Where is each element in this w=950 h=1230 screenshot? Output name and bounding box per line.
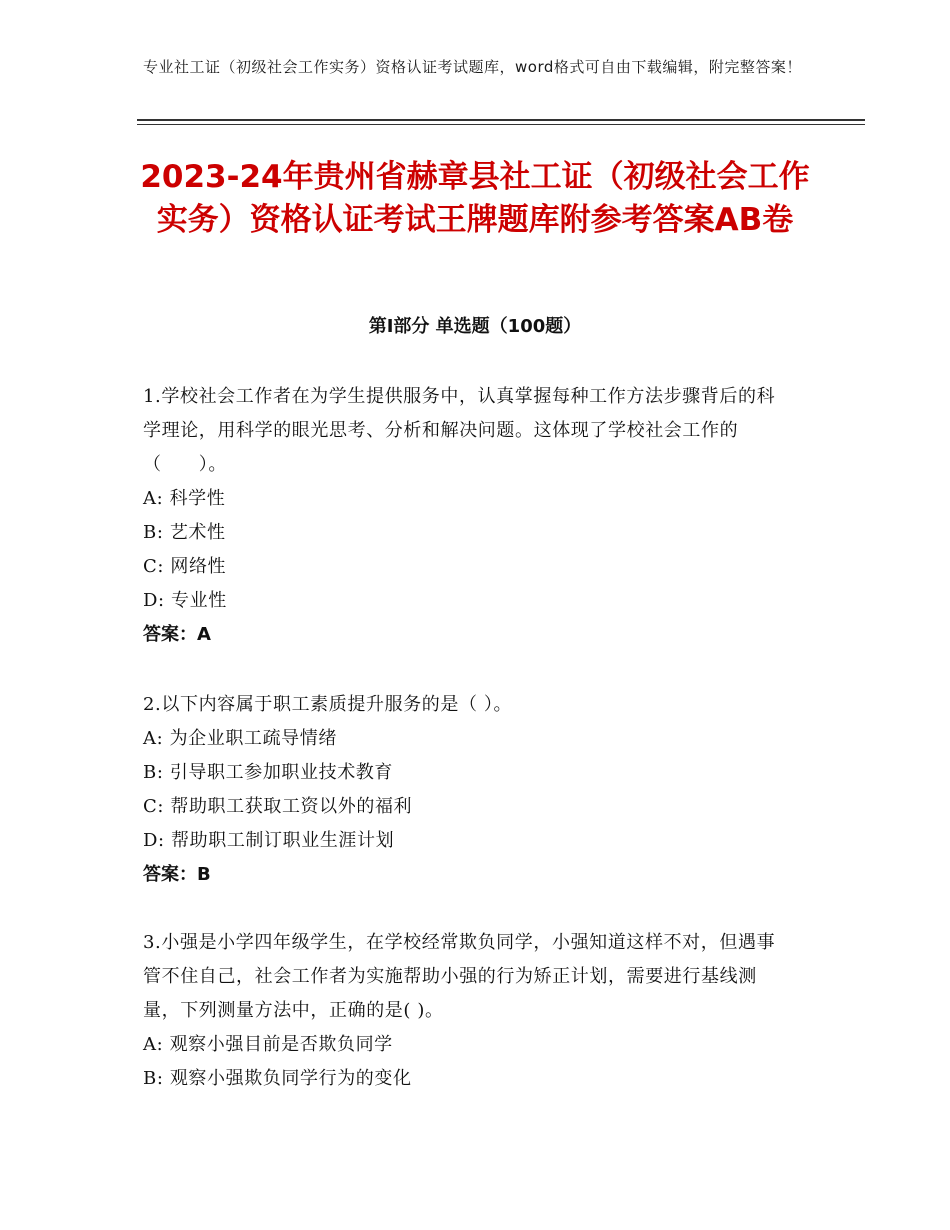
question-stem: 3.小强是小学四年级学生，在学校经常欺负同学，小强知道这样不对，但遇事管不住自己，社会工作者为实施帮助小强的行为矫正计划，需要进行基线测量，下列测量方法中，正确的是( )。 xyxy=(143,932,776,1021)
option-b: B: 艺术性 xyxy=(143,522,226,543)
answer: 答案：A xyxy=(143,624,211,645)
option-a: A: 为企业职工疏导情绪 xyxy=(143,728,337,749)
answer: 答案：B xyxy=(143,864,211,885)
section-heading: 第I部分 单选题（100题） xyxy=(368,316,582,337)
option-c: C: 网络性 xyxy=(143,556,227,577)
header-divider xyxy=(137,119,865,121)
page-title: 2023-24年贵州省赫章县社工证（初级社会工作实务）资格认证考试王牌题库附参考答案AB卷 xyxy=(140,159,810,238)
header-divider-thin xyxy=(137,124,865,125)
question-3 xyxy=(143,926,793,1096)
option-d: D: 帮助职工制订职业生涯计划 xyxy=(143,830,395,851)
question-stem: 2.以下内容属于职工素质提升服务的是（ ）。 xyxy=(143,694,513,715)
option-b: B: 引导职工参加职业技术教育 xyxy=(143,762,394,783)
header-note: 专业社工证（初级社会工作实务）资格认证考试题库，word格式可自由下载编辑，附完整答案！ xyxy=(143,58,802,76)
question-stem: 1.学校社会工作者在为学生提供服务中，认真掌握每种工作方法步骤背后的科学理论，用科学的眼光思考、分析和解决问题。这体现了学校社会工作的（ ）。 xyxy=(143,386,776,475)
option-c: C: 帮助职工获取工资以外的福利 xyxy=(143,796,413,817)
option-a: A: 观察小强目前是否欺负同学 xyxy=(143,1034,393,1055)
question-1 xyxy=(143,380,793,652)
option-b: B: 观察小强欺负同学行为的变化 xyxy=(143,1068,412,1089)
option-a: A: 科学性 xyxy=(143,488,226,509)
question-2 xyxy=(143,688,793,892)
option-d: D: 专业性 xyxy=(143,590,227,611)
